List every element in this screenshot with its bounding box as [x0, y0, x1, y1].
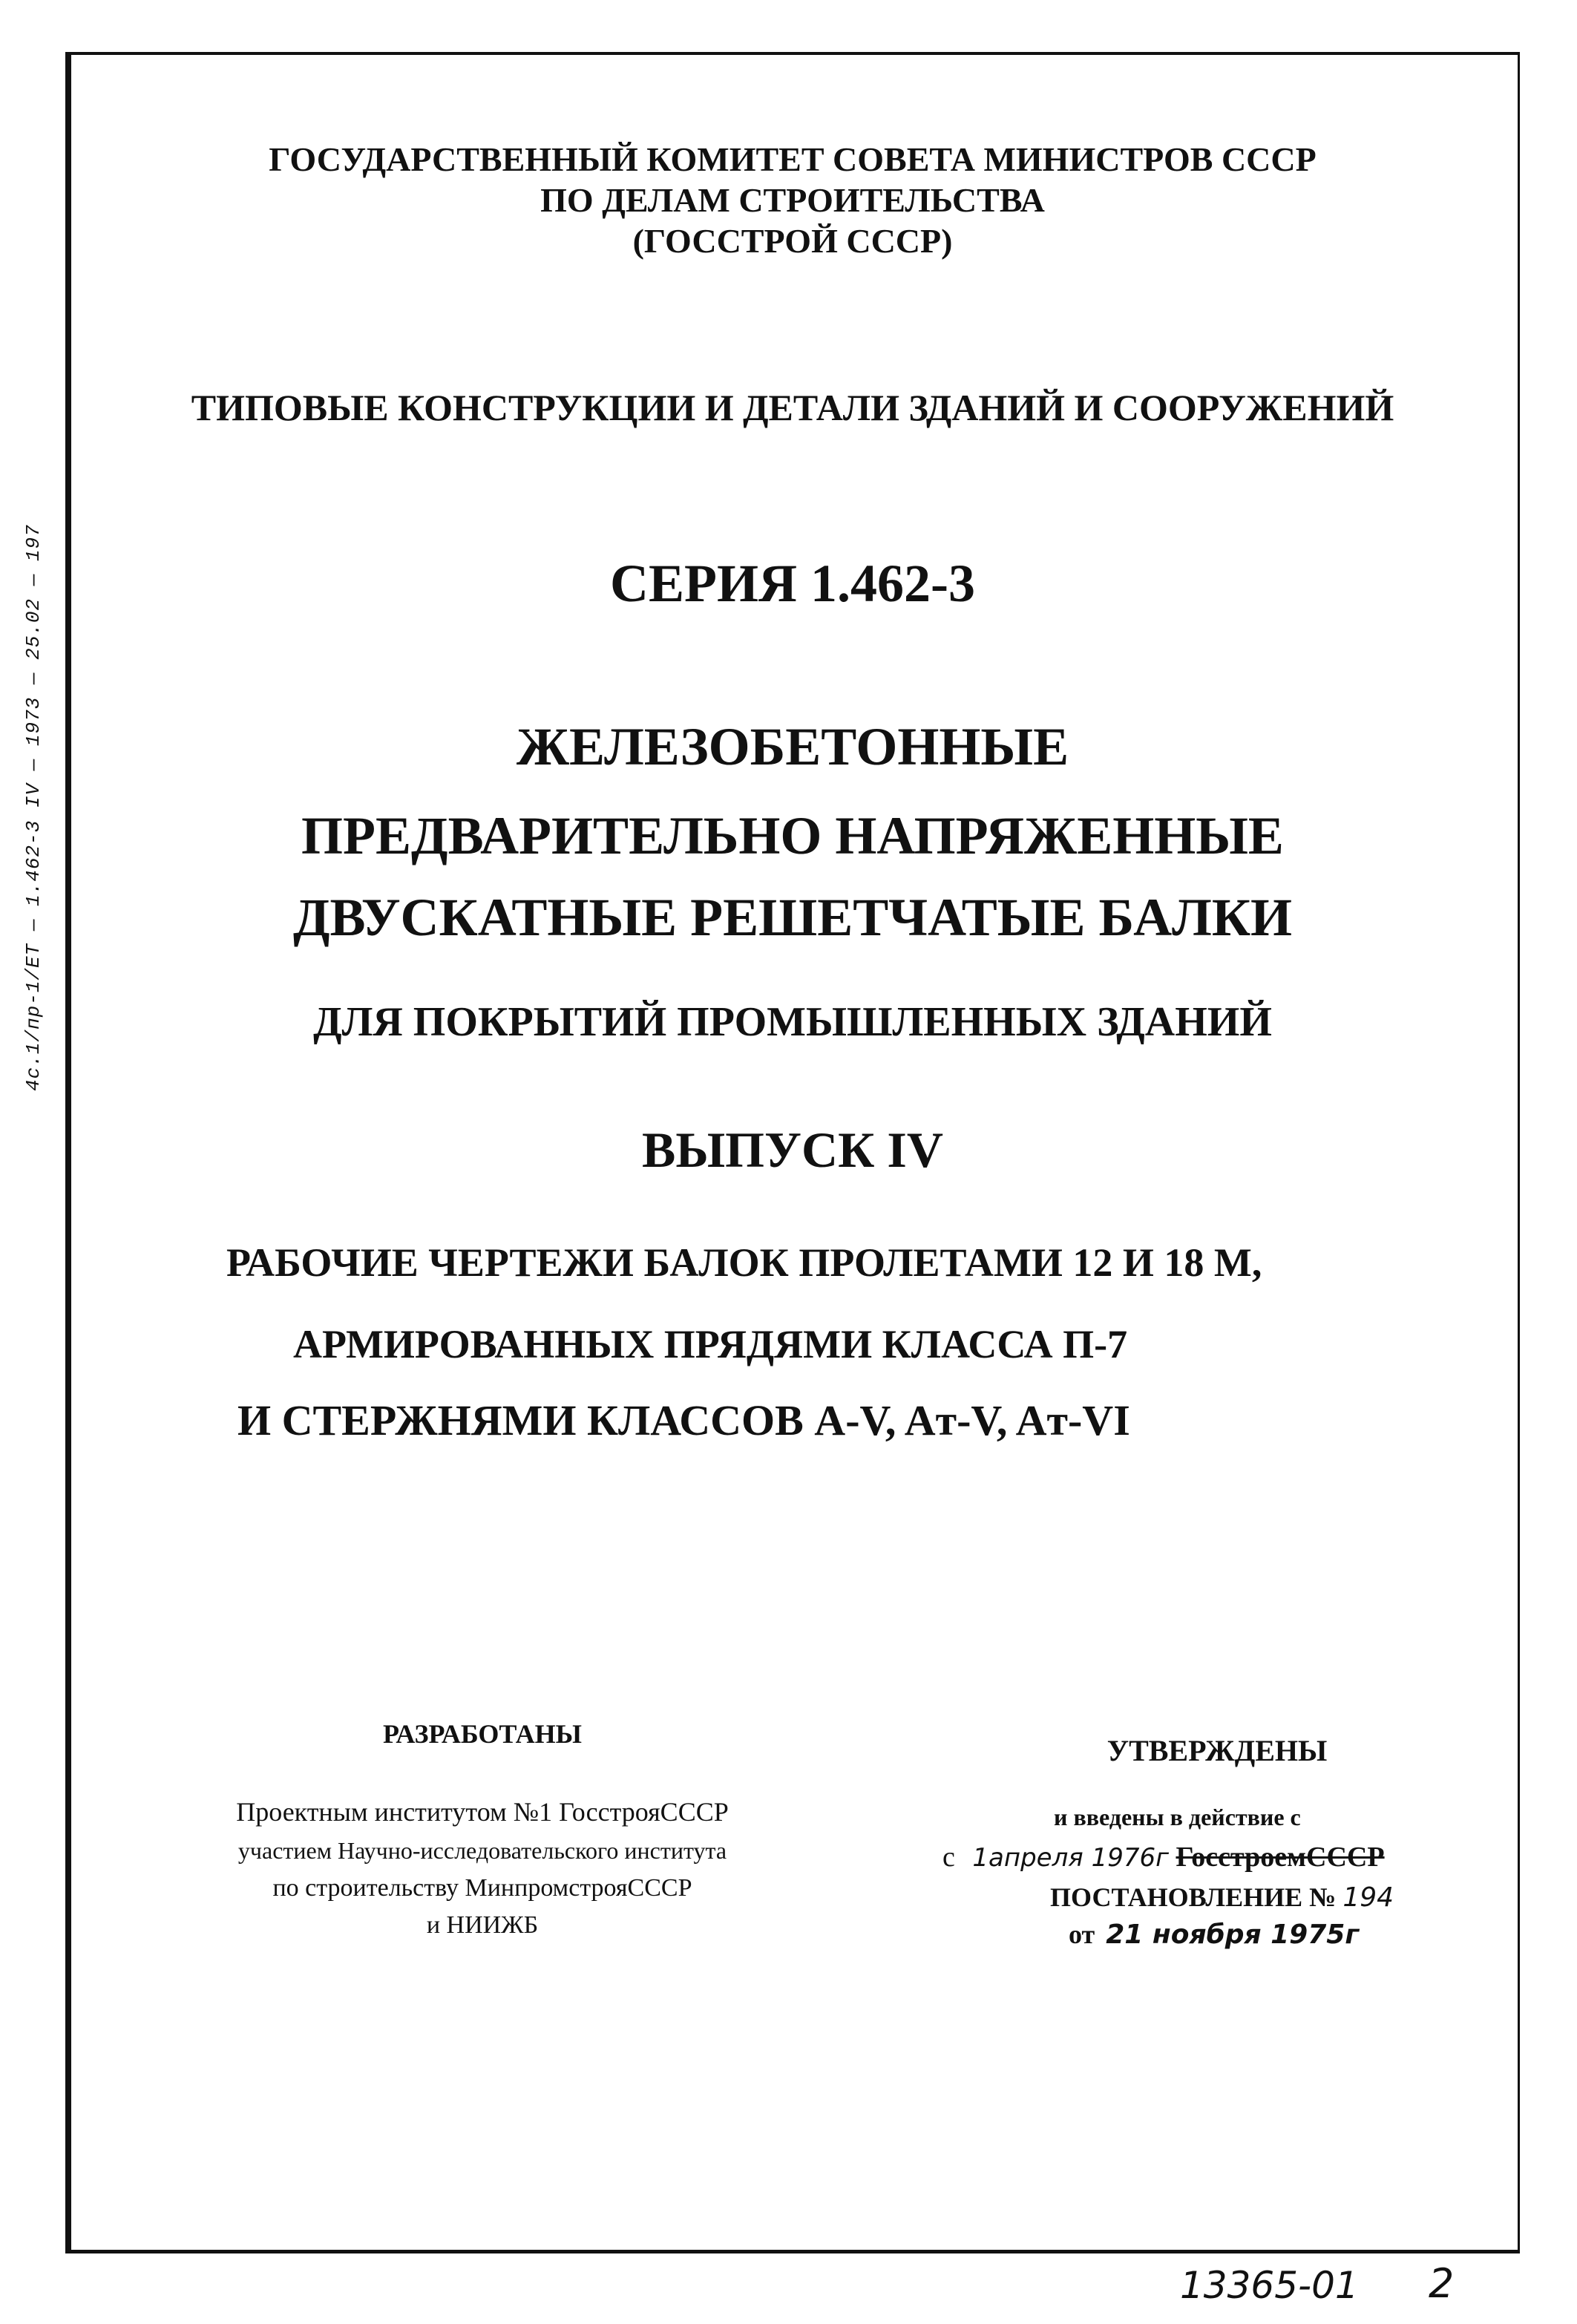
- title-line-2: ПРЕДВАРИТЕЛЬНО НАПРЯЖЕННЫЕ: [301, 806, 1284, 865]
- approved-line-4-prefix: от: [1069, 1919, 1095, 1949]
- approved-line-2: [942, 1841, 1385, 1873]
- document-number: 13365-01: [1180, 2264, 1359, 2307]
- resolution-number: 194: [1342, 1882, 1394, 1913]
- series-number: СЕРИЯ 1.462-3: [610, 554, 975, 613]
- description-line-2: АРМИРОВАННЫХ ПРЯДЯМИ КЛАССА П-7: [293, 1322, 1128, 1366]
- side-stamp: 4с.1/пр-1/ЕТ — 1.462-3 IV — 1973 — 25.02 — 197: [22, 524, 45, 1091]
- approved-heading: УТВЕРЖДЕНЫ: [1106, 1734, 1328, 1767]
- approved-line-3: [1050, 1882, 1394, 1913]
- resolution-date: 21 ноября 1975г: [1106, 1919, 1360, 1950]
- title-line-1: ЖЕЛЕЗОБЕТОННЫЕ: [516, 717, 1069, 776]
- issue-number: ВЫПУСК IV: [642, 1122, 943, 1178]
- approved-date: 1апреля 1976г: [972, 1843, 1169, 1873]
- developed-heading: РАЗРАБОТАНЫ: [383, 1719, 582, 1749]
- resolution-label: ПОСТАНОВЛЕНИЕ №: [1050, 1882, 1337, 1912]
- description-line-1: РАБОЧИЕ ЧЕРТЕЖИ БАЛОК ПРОЛЕТАМИ 12 И 18 М,: [226, 1240, 1262, 1285]
- header-line-1: ГОСУДАРСТВЕННЫЙ КОМИТЕТ СОВЕТА МИНИСТРОВ СССР: [269, 140, 1317, 178]
- title-line-4: ДЛЯ ПОКРЫТИЙ ПРОМЫШЛЕННЫХ ЗДАНИЙ: [313, 999, 1272, 1045]
- header-line-2: ПО ДЕЛАМ СТРОИТЕЛЬСТВА: [540, 181, 1045, 219]
- header-line-3: (ГОССТРОЙ СССР): [632, 222, 953, 260]
- title-line-3: ДВУСКАТНЫЕ РЕШЕТЧАТЫЕ БАЛКИ: [292, 888, 1293, 947]
- approved-org: ГосстроемСССР: [1176, 1842, 1385, 1873]
- developed-line-4: и НИИЖБ: [426, 1911, 539, 1939]
- developed-line-1: Проектным институтом №1 ГосстрояСССР: [236, 1797, 729, 1827]
- description-line-3: И СТЕРЖНЯМИ КЛАССОВ A-V, Aт-V, Aт-VI: [237, 1396, 1130, 1444]
- approved-line-2-prefix: с: [942, 1842, 955, 1873]
- page-number: 2: [1429, 2260, 1455, 2307]
- category-title: ТИПОВЫЕ КОНСТРУКЦИИ И ДЕТАЛИ ЗДАНИЙ И СООРУЖЕНИЙ: [191, 387, 1394, 428]
- approved-line-1: и введены в действие с: [1054, 1804, 1301, 1830]
- developed-line-3: по строительству МинпромстрояСССР: [272, 1874, 692, 1902]
- developed-line-2: участием Научно-исследовательского института: [237, 1837, 727, 1864]
- approved-line-4: [1069, 1919, 1359, 1950]
